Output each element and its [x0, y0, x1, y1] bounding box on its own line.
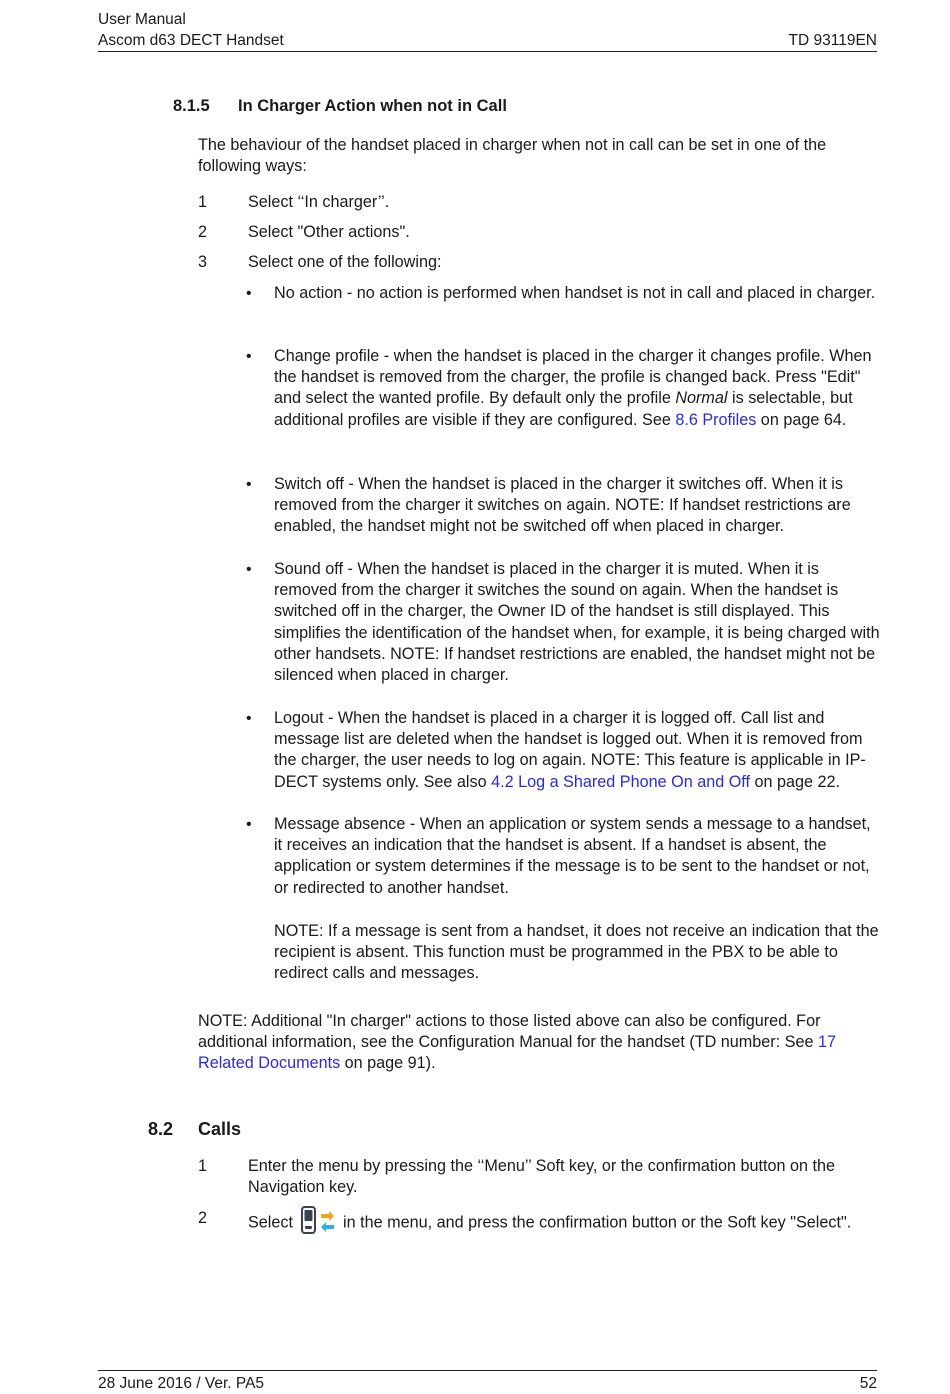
bullet-marker: • [246, 816, 252, 833]
note-text: NOTE: Additional "In charger" actions to those listed above can also be configured. For additional information, see the Configuration Manual for the handset (TD number: See [198, 1012, 821, 1052]
step-text: Select ‘‘In charger’’. [248, 193, 390, 211]
section-number-8-1-5: 8.1.5 [173, 97, 210, 115]
note-page-ref: on page 91). [340, 1054, 436, 1073]
change-profile-text: Change profile - when the handset is placed in the charger it changes profile. When the handset is removed from the charger, the profile is changed back. Press "Edit" and select the wanted profile. By default only the profile [274, 347, 872, 408]
calls-step-1: Enter the menu by pressing the ‘‘Menu’’ Soft key, or the confirmation button on the Navigation key. [248, 1157, 835, 1197]
footer-date-version: 28 June 2016 / Ver. PA5 [98, 1375, 265, 1392]
bullet-logout [274, 708, 880, 793]
calls-menu-icon [299, 1206, 337, 1236]
logout-page-ref: on page 22. [750, 772, 841, 791]
bullet-sound-off: Sound off - When the handset is placed in the charger it is muted. When it is removed from the charger it switches the sound on again. When the handset is switched off in the charger, the Owner ID of the handset is still displayed. This simplifies the identification of the handset when, for example, it is being charged with other handsets. NOTE: If handset restrictions are enabled, the handset might not be silenced when placed in charger. [274, 560, 880, 685]
link-log-shared-phone[interactable]: 4.2 Log a Shared Phone On and Off [491, 772, 751, 791]
calls-step-2-select: Select [248, 1213, 293, 1232]
section-title-calls: Calls [198, 1119, 242, 1139]
bullet-marker: • [246, 561, 252, 578]
logout-text: Logout - When the handset is placed in a charger it is logged off. Call list and message list are deleted when the handset is logged out. When it is removed from the charger, the user needs to log on again. NOTE: This feature is applicable in IP-DECT systems only. See also [274, 709, 866, 791]
link-profiles[interactable]: 8.6 Profiles [675, 410, 757, 429]
header-divider [98, 51, 877, 52]
header-doc-number: TD 93119EN [788, 32, 877, 49]
bullet-marker: • [246, 285, 252, 302]
calls-step-2 [248, 1208, 880, 1238]
bullet-marker: • [246, 476, 252, 493]
step-number: 2 [198, 223, 208, 241]
intro-paragraph: The behaviour of the handset placed in charger when not in call can be set in one of the following ways: [198, 136, 827, 176]
step-number: 3 [198, 253, 208, 271]
header-product-name: Ascom d63 DECT Handset [98, 32, 284, 49]
profile-name-normal: Normal [675, 389, 728, 408]
bullet-switch-off: Switch off - When the handset is placed in the charger it switches off. When it is removed from the charger it switches on again. NOTE: If handset restrictions are enabled, the handset might not be switched off when placed in charger. [274, 475, 851, 536]
message-absence-note: NOTE: If a message is sent from a handset, it does not receive an indication that the recipient is absent. This function must be programmed in the PBX to be able to redirect calls and messages. [274, 922, 879, 983]
bullet-message-absence: Message absence - When an application or system sends a message to a handset, it receives an indication that the handset is absent. If a handset is absent, the application or system determines if the message is to be sent to the handset or not, or redirected to another handset. [274, 815, 871, 897]
bullet-marker: • [246, 348, 252, 365]
section-title-in-charger-action: In Charger Action when not in Call [238, 97, 507, 115]
step-number: 1 [198, 1157, 208, 1175]
footer-divider [98, 1370, 877, 1371]
header-manual-label: User Manual [98, 11, 186, 28]
footer-page-number: 52 [859, 1375, 877, 1392]
step-number: 1 [198, 193, 208, 211]
step-text: Select one of the following: [248, 253, 442, 271]
bullet-change-profile [274, 346, 880, 431]
section-number-8-2: 8.2 [148, 1119, 174, 1139]
bullet-marker: • [246, 710, 252, 727]
step-number: 2 [198, 1209, 208, 1227]
bullet-no-action: No action - no action is performed when handset is not in call and placed in charger. [274, 284, 876, 302]
running-header [98, 9, 284, 51]
change-profile-page-ref: on page 64. [756, 410, 847, 429]
change-profile-text-2: is selectable, but additional profiles are visible if they are configured. See [274, 389, 853, 429]
additional-actions-note [198, 1011, 878, 1075]
calls-step-2-instruction: in the menu, and press the confirmation button or the Soft key "Select". [343, 1213, 852, 1232]
step-text: Select "Other actions". [248, 223, 410, 241]
link-related-documents[interactable]: 17 Related Documents [198, 1033, 836, 1073]
